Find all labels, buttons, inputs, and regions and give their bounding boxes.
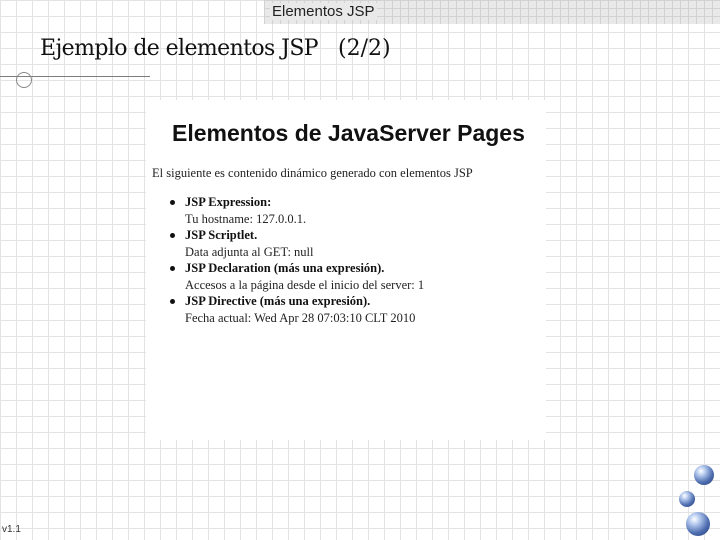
item-detail: Accesos a la página desde el inicio del server: 1 xyxy=(185,277,425,292)
capture-list xyxy=(170,194,424,326)
slide-page-indicator: (2/2) xyxy=(338,36,391,61)
item-title: JSP Scriptlet. xyxy=(185,228,258,242)
list-item xyxy=(170,194,424,227)
slide-title: Ejemplo de elementos JSP xyxy=(40,36,319,61)
orb-decoration-icon xyxy=(686,512,710,536)
list-item xyxy=(170,293,424,326)
list-item xyxy=(170,227,424,260)
orb-decoration-icon xyxy=(694,465,714,485)
item-detail: Data adjunta al GET: null xyxy=(185,244,314,259)
version-label: v1.1 xyxy=(2,524,21,535)
header-title: Elementos JSP xyxy=(272,3,375,20)
bullet-icon xyxy=(170,200,175,205)
capture-intro: El siguiente es contenido dinámico generado con elementos JSP xyxy=(152,166,473,180)
item-detail: Fecha actual: Wed Apr 28 07:03:10 CLT 2010 xyxy=(185,310,416,325)
item-title: JSP Declaration (más una expresión). xyxy=(185,261,385,275)
orb-decoration-icon xyxy=(679,491,695,507)
item-title: JSP Expression: xyxy=(185,195,272,209)
capture-heading: Elementos de JavaServer Pages xyxy=(172,120,525,146)
bullet-icon xyxy=(170,233,175,238)
bullet-icon xyxy=(170,299,175,304)
ring-decoration-icon xyxy=(16,72,32,88)
browser-capture xyxy=(146,100,546,440)
item-detail: Tu hostname: 127.0.0.1. xyxy=(185,211,307,226)
list-item xyxy=(170,260,424,293)
bullet-icon xyxy=(170,266,175,271)
item-title: JSP Directive (más una expresión). xyxy=(185,294,371,308)
